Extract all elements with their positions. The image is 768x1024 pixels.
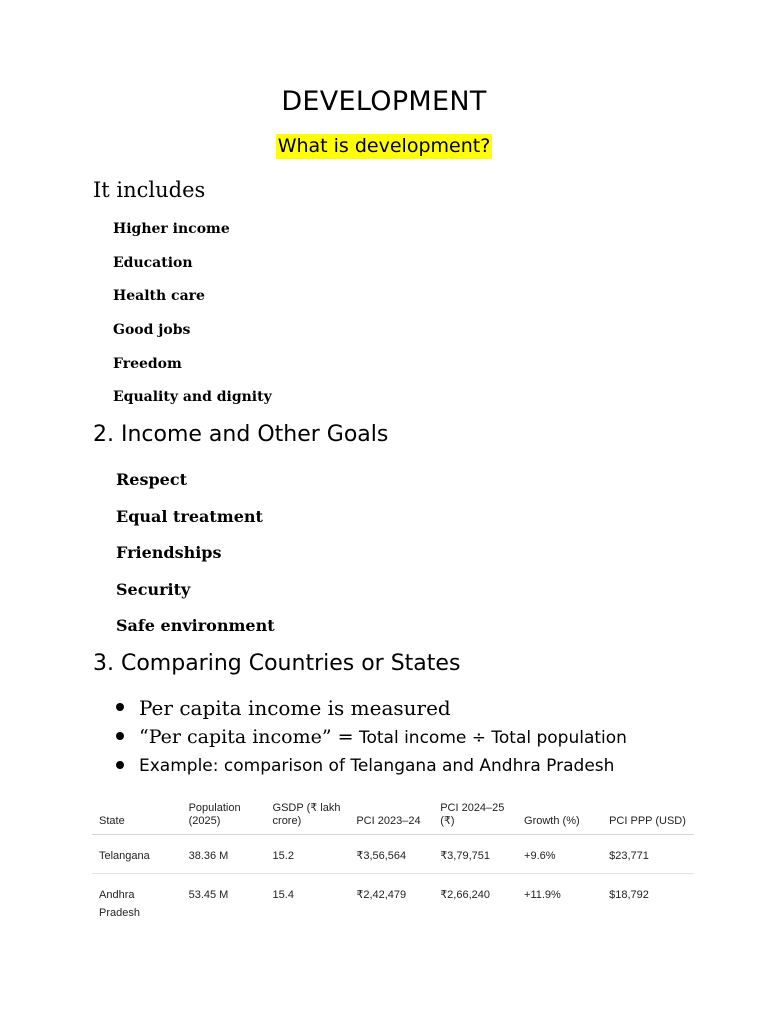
bullet-item: [116, 723, 627, 752]
list-item: Higher income: [113, 221, 230, 237]
table-cell: ₹2,66,240: [440, 889, 491, 901]
section-heading-compare: 3. Comparing Countries or States: [93, 651, 461, 676]
table-cell: +9.6%: [517, 835, 602, 874]
bullet-item: [116, 752, 627, 781]
goals-list: [116, 468, 275, 651]
bullet-dot-icon: [116, 761, 124, 769]
intro-text: It includes: [93, 178, 206, 202]
list-item: Safe environment: [116, 616, 275, 636]
list-item: Respect: [116, 470, 187, 489]
table-cell: ₹3,79,751: [433, 835, 517, 874]
highlighted-subtitle: What is development?: [277, 135, 491, 157]
table-cell: ₹2,42,479: [356, 889, 407, 901]
table-row: [92, 874, 694, 931]
table-header: Growth (%): [517, 796, 602, 835]
formula-label: “Per capita income” =: [139, 726, 354, 748]
list-item: Security: [116, 579, 191, 599]
table-header-row: [92, 796, 694, 835]
bullet-list: [116, 694, 627, 781]
list-item: Equality and dignity: [113, 389, 272, 406]
list-item: Friendships: [116, 543, 222, 563]
section-heading-income: 2. Income and Other Goals: [93, 422, 389, 447]
list-item: Good jobs: [113, 322, 191, 339]
bullet-dot-icon: [116, 732, 124, 740]
table-header: State: [92, 796, 182, 835]
table-cell: +11.9%: [524, 889, 561, 901]
list-item: Health care: [113, 288, 205, 305]
table-header: GSDP (₹ lakh crore): [266, 796, 350, 835]
includes-list: [113, 219, 272, 421]
bullet-text: Per capita income is measured: [139, 696, 451, 720]
table-cell: 53.45 M: [188, 889, 229, 901]
table-header: PCI 2023–24: [349, 796, 433, 835]
list-item: Equal treatment: [116, 506, 263, 526]
table-cell: Andhra Pradesh: [99, 889, 140, 919]
list-item: Education: [113, 254, 193, 271]
table-cell: 38.36 M: [182, 835, 266, 874]
bullet-item: [116, 694, 627, 723]
comparison-table-container: [92, 796, 694, 930]
comparison-table: [92, 796, 694, 930]
table-cell: ₹3,56,564: [349, 835, 433, 874]
table-cell: Telangana: [92, 835, 182, 874]
table-header: PCI 2024–25 (₹): [433, 796, 517, 835]
table-cell: $18,792: [609, 889, 649, 901]
page-title: DEVELOPMENT: [281, 86, 487, 117]
list-item: Freedom: [113, 355, 182, 372]
bullet-dot-icon: [116, 703, 124, 711]
formula-text: Total income ÷ Total population: [353, 728, 627, 748]
table-header: PCI PPP (USD): [602, 796, 694, 835]
table-cell: $23,771: [602, 835, 694, 874]
table-cell: 15.2: [266, 835, 350, 874]
subtitle-container: [0, 134, 768, 159]
bullet-text: Example: comparison of Telangana and Andhra Pradesh: [139, 756, 615, 776]
table-cell: 15.4: [272, 889, 294, 901]
table-row: [92, 835, 694, 874]
table-header: Population (2025): [182, 796, 266, 835]
